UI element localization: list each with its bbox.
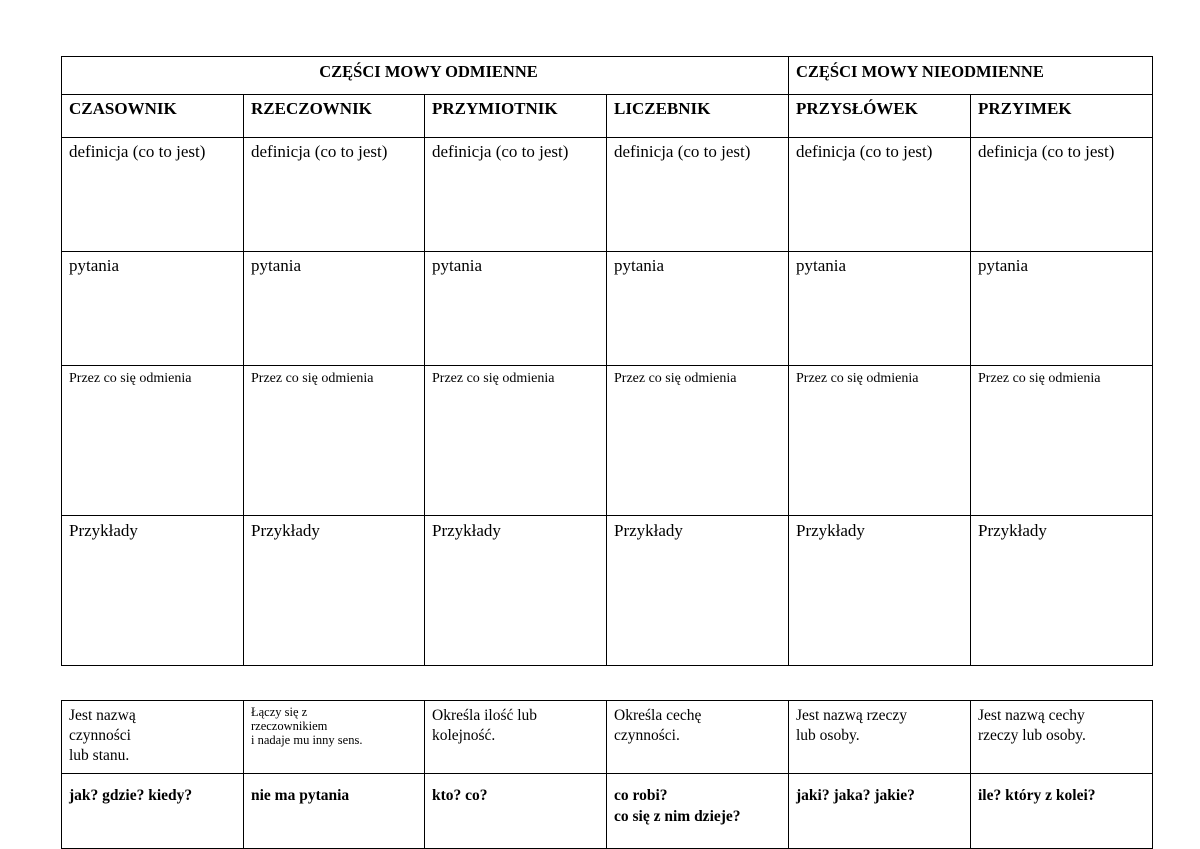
definition-cell: definicja (co to jest) bbox=[62, 138, 244, 252]
definition-cell: definicja (co to jest) bbox=[789, 138, 971, 252]
description-line: rzeczownikiem bbox=[251, 719, 328, 733]
question-answer-line: kto? co? bbox=[432, 787, 488, 804]
examples-row bbox=[62, 516, 1153, 666]
column-header: PRZYIMEK bbox=[971, 95, 1153, 138]
inflection-cell: Przez co się odmienia bbox=[607, 366, 789, 516]
examples-cell: Przykłady bbox=[789, 516, 971, 666]
question-answer-cell bbox=[971, 774, 1153, 849]
definition-cell: definicja (co to jest) bbox=[971, 138, 1153, 252]
group-header-uninflected: CZĘŚCI MOWY NIEODMIENNE bbox=[789, 57, 1153, 95]
questions-cell: pytania bbox=[607, 252, 789, 366]
examples-cell: Przykłady bbox=[607, 516, 789, 666]
description-line: Jest nazwą bbox=[69, 707, 136, 724]
description-line: lub osoby. bbox=[796, 727, 860, 744]
column-header-row bbox=[62, 95, 1153, 138]
column-header: LICZEBNIK bbox=[607, 95, 789, 138]
inflection-cell: Przez co się odmienia bbox=[244, 366, 425, 516]
description-line: Łączy się z bbox=[251, 705, 308, 719]
column-header: CZASOWNIK bbox=[62, 95, 244, 138]
parts-of-speech-table bbox=[61, 56, 1153, 666]
inflection-cell: Przez co się odmienia bbox=[971, 366, 1153, 516]
question-answer-line: jak? gdzie? kiedy? bbox=[69, 787, 193, 804]
examples-cell: Przykłady bbox=[244, 516, 425, 666]
column-header: PRZYSŁÓWEK bbox=[789, 95, 971, 138]
inflection-cell: Przez co się odmienia bbox=[62, 366, 244, 516]
inflection-cell: Przez co się odmienia bbox=[425, 366, 607, 516]
definition-cell: definicja (co to jest) bbox=[607, 138, 789, 252]
description-line: Jest nazwą cechy bbox=[978, 707, 1085, 724]
description-line: czynności bbox=[69, 727, 131, 744]
group-header-row bbox=[62, 57, 1153, 95]
answers-table bbox=[61, 700, 1153, 849]
question-answer-line: co się z nim dzieje? bbox=[614, 808, 741, 825]
questions-cell: pytania bbox=[62, 252, 244, 366]
question-answer-line: jaki? jaka? jakie? bbox=[796, 787, 915, 804]
description-line: Określa cechę bbox=[614, 707, 702, 724]
description-cell bbox=[425, 701, 607, 774]
description-line: rzeczy lub osoby. bbox=[978, 727, 1086, 744]
description-line: czynności. bbox=[614, 727, 680, 744]
examples-cell: Przykłady bbox=[971, 516, 1153, 666]
inflection-cell: Przez co się odmienia bbox=[789, 366, 971, 516]
question-answer-cell bbox=[62, 774, 244, 849]
description-cell bbox=[244, 701, 425, 774]
questions-cell: pytania bbox=[789, 252, 971, 366]
inflection-row bbox=[62, 366, 1153, 516]
description-row bbox=[62, 701, 1153, 774]
question-answer-cell bbox=[789, 774, 971, 849]
question-answer-cell bbox=[607, 774, 789, 849]
description-line: Określa ilość lub bbox=[432, 707, 538, 724]
group-header-inflected: CZĘŚCI MOWY ODMIENNE bbox=[62, 57, 789, 95]
definition-cell: definicja (co to jest) bbox=[244, 138, 425, 252]
question-answer-cell bbox=[425, 774, 607, 849]
description-line: Jest nazwą rzeczy bbox=[796, 707, 908, 724]
question-answer-line: co robi? bbox=[614, 787, 668, 804]
question-answer-line: ile? który z kolei? bbox=[978, 787, 1096, 804]
description-line: lub stanu. bbox=[69, 747, 130, 764]
description-line: i nadaje mu inny sens. bbox=[251, 733, 363, 747]
column-header: RZECZOWNIK bbox=[244, 95, 425, 138]
description-line: kolejność. bbox=[432, 727, 496, 744]
description-cell bbox=[607, 701, 789, 774]
description-cell bbox=[789, 701, 971, 774]
examples-cell: Przykłady bbox=[62, 516, 244, 666]
questions-cell: pytania bbox=[244, 252, 425, 366]
column-header: PRZYMIOTNIK bbox=[425, 95, 607, 138]
question-answer-cell bbox=[244, 774, 425, 849]
description-cell bbox=[62, 701, 244, 774]
questions-row bbox=[62, 252, 1153, 366]
description-cell bbox=[971, 701, 1153, 774]
question-answer-line: nie ma pytania bbox=[251, 787, 350, 804]
questions-cell: pytania bbox=[425, 252, 607, 366]
definition-cell: definicja (co to jest) bbox=[425, 138, 607, 252]
question-answer-row bbox=[62, 774, 1153, 849]
examples-cell: Przykłady bbox=[425, 516, 607, 666]
definition-row bbox=[62, 138, 1153, 252]
questions-cell: pytania bbox=[971, 252, 1153, 366]
